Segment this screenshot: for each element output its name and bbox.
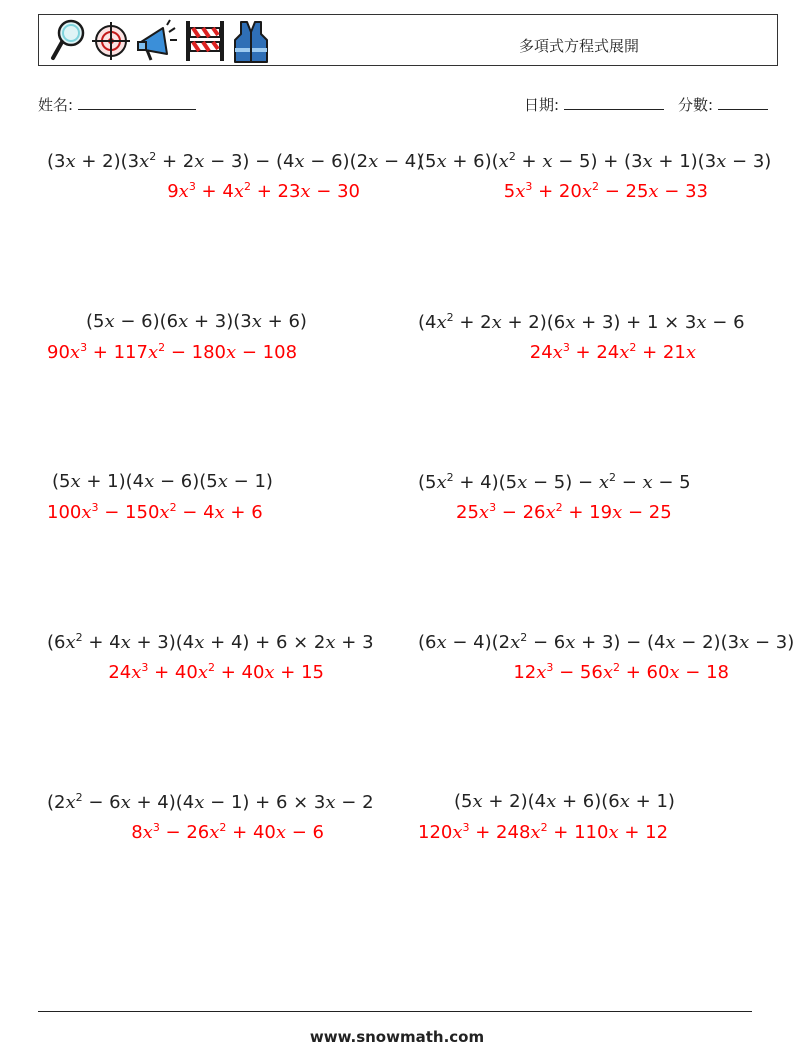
name-field	[38, 94, 196, 115]
megaphone-icon	[135, 18, 179, 64]
road-barrier-icon	[183, 18, 227, 64]
magnifier-icon	[47, 18, 87, 64]
problem-3-answer: $90x^3 + 117x^2 - 180x - 108$	[47, 341, 298, 363]
worksheet-title: 多項式方程式展開	[519, 37, 640, 55]
date-field	[524, 94, 664, 115]
name-blank	[78, 95, 196, 110]
problem-4-question: $(4x^2 + 2x + 2)(6x + 3) + 1 \times 3x - 6$	[418, 311, 745, 333]
problem-6-question: $(5x^2 + 4)(5x - 5) - x^2 - x - 5$	[418, 471, 691, 493]
problem-1-answer: $9x^3 + 4x^2 + 23x - 30$	[167, 180, 360, 202]
problem-3-question: (5x − 6)(6x + 3)(3x + 6)	[86, 311, 307, 332]
problem-8-question: $(6x - 4)(2x^2 - 6x + 3) - (4x - 2)(3x - 3)$	[418, 631, 794, 653]
problem-10-question: (5x + 2)(4x + 6)(6x + 1)	[454, 791, 675, 812]
name-label: 姓名:	[38, 96, 74, 114]
problem-2-question: $(5x + 6)(x^2 + x - 5) + (3x + 1)(3x - 3)$	[418, 150, 772, 172]
problem-7-answer: $24x^3 + 40x^2 + 40x + 15$	[108, 661, 324, 683]
problem-1-question: $(3x + 2)(3x^2 + 2x - 3) - (4x - 6)(2x - 4)$	[47, 150, 424, 172]
problem-5-question: (5x + 1)(4x − 6)(5x − 1)	[52, 471, 273, 492]
problem-6-answer: $25x^3 - 26x^2 + 19x - 25$	[456, 501, 672, 523]
footer-site: www.snowmath.com	[309, 1028, 485, 1046]
crosshair-target-icon	[91, 18, 131, 64]
safety-vest-icon	[231, 18, 271, 64]
problem-9-answer: $8x^3 - 26x^2 + 40x - 6$	[131, 821, 324, 843]
problem-10-answer: $120x^3 + 248x^2 + 110x + 12$	[418, 821, 669, 843]
problem-9-question: $(2x^2 - 6x + 4)(4x - 1) + 6 \times 3x - 2$	[47, 791, 374, 813]
score-field	[678, 94, 768, 115]
problem-8-answer: $12x^3 - 56x^2 + 60x - 18$	[513, 661, 729, 683]
problem-5-answer: $100x^3 - 150x^2 - 4x + 6$	[47, 501, 263, 523]
problem-4-answer: $24x^3 + 24x^2 + 21x$	[529, 341, 696, 363]
date-label: 日期:	[524, 96, 560, 114]
header-icons	[47, 18, 271, 64]
problem-2-answer: $5x^3 + 20x^2 - 25x - 33$	[503, 180, 708, 202]
header-box	[38, 14, 778, 66]
date-blank	[564, 95, 664, 110]
problem-7-question: $(6x^2 + 4x + 3)(4x + 4) + 6 \times 2x + 3$	[47, 631, 374, 653]
footer-rule	[38, 1011, 752, 1012]
score-label: 分數:	[678, 96, 714, 114]
score-blank	[718, 95, 768, 110]
